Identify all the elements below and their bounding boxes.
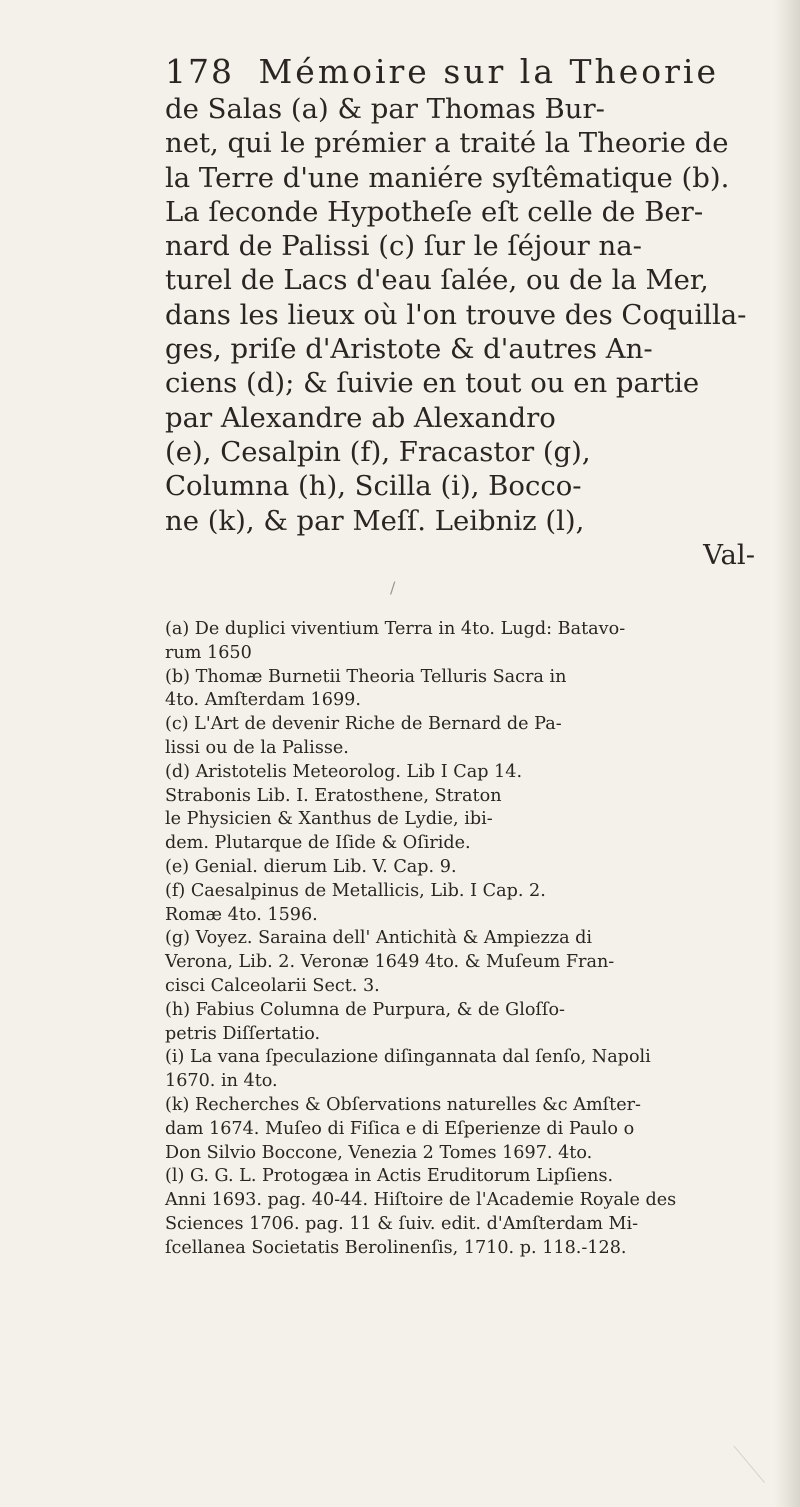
main-text — [165, 92, 780, 572]
footnote-line: (d) Aristotelis Meteorolog. Lib I Cap 14. — [165, 761, 523, 782]
body-line: ciens (d); & ſuivie en tout ou en partie — [165, 367, 700, 400]
page-number: 178 — [165, 52, 234, 91]
body-line: Columna (h), Scilla (i), Bocco- — [165, 470, 582, 503]
footnote-line: (h) Fabius Columna de Purpura, & de Gloſſo- — [165, 999, 565, 1020]
footnote-line: Strabonis Lib. I. Eratosthene, Straton — [165, 785, 502, 806]
body-line: ne (k), & par Meſſ. Leibniz (l), — [165, 504, 585, 537]
body-line: (e), Cesalpin (f), Fracastor (g), — [165, 435, 591, 468]
footnote-line: (a) De duplici viventium Terra in 4to. Lugd: Batavo- — [165, 619, 626, 639]
footnote-line: lissi ou de la Palisse. — [165, 737, 349, 758]
catchword: Val- — [703, 538, 755, 571]
body-line: turel de Lacs d'eau ſalée, ou de la Mer, — [165, 264, 709, 297]
body-line: dans les lieux où l'on trouve des Coquilla- — [165, 298, 747, 331]
footnote-line: dem. Plutarque de Iſide & Oſiride. — [165, 833, 471, 854]
footnote-line: (g) Voyez. Saraina dell' Antichità & Ampiezza di — [165, 928, 593, 949]
footnote-line: cisci Calceolarii Sect. 3. — [165, 975, 380, 996]
running-header — [165, 52, 775, 92]
footnote-line: rum 1650 — [165, 642, 252, 663]
footnote-line: Don Silvio Boccone, Venezia 2 Tomes 1697. 4to. — [165, 1142, 593, 1163]
footnote-line: (i) La vana ſpeculazione diſingannata dal ſenſo, Napoli — [165, 1047, 651, 1068]
body-line: nard de Palissi (c) ſur le ſéjour na- — [165, 230, 642, 263]
footnote-line: (k) Recherches & Obſervations naturelles &c Amſter- — [165, 1094, 641, 1115]
footnote-line: petris Diſſertatio. — [165, 1023, 321, 1044]
footnote-line: Verona, Lib. 2. Veronæ 1649 4to. & Muſeum Fran- — [165, 952, 615, 973]
footnote-line: Sciences 1706. pag. 11 & ſuiv. edit. d'Amſterdam Mi- — [165, 1213, 639, 1234]
running-head-title: Mémoire sur la Theorie — [258, 52, 720, 91]
footnote-line: (l) G. G. L. Protogæa in Actis Eruditorum Lipſiens. — [165, 1166, 614, 1187]
footnote-line: 4to. Amſterdam 1699. — [165, 690, 361, 711]
footnote-line: 1670. in 4to. — [165, 1071, 278, 1092]
footnote-line: le Physicien & Xanthus de Lydie, ibi- — [165, 809, 493, 830]
body-line: la Terre d'une maniére syſtêmatique (b). — [165, 161, 730, 194]
footnote-line: (b) Thomæ Burnetii Theoria Telluris Sacra in — [165, 666, 567, 687]
footnote-line: (e) Genial. dierum Lib. V. Cap. 9. — [165, 856, 457, 877]
footnotes — [165, 618, 785, 1261]
body-line: par Alexandre ab Alexandro — [165, 401, 556, 434]
footnote-line: dam 1674. Muſeo di Fiſica e di Eſperienze di Paulo o — [165, 1118, 635, 1139]
footnote-line: Anni 1693. pag. 40-44. Hiſtoire de l'Academie Royale des — [165, 1190, 677, 1211]
body-line: de Salas (a) & par Thomas Bur- — [165, 93, 605, 125]
footnote-line: ſcellanea Societatis Berolinenſis, 1710. p. 118.-128. — [165, 1237, 627, 1258]
body-line: La ſeconde Hypotheſe eſt celle de Ber- — [165, 195, 704, 228]
footnote-line: Romæ 4to. 1596. — [165, 904, 318, 925]
footnote-line: (c) L'Art de devenir Riche de Bernard de Pa- — [165, 714, 562, 735]
body-line: ges, priſe d'Aristote & d'autres An- — [165, 333, 653, 366]
body-line: net, qui le prémier a traité la Theorie de — [165, 127, 729, 160]
separator-mark: / — [390, 578, 396, 597]
footnote-line: (f) Caesalpinus de Metallicis, Lib. I Cap. 2. — [165, 880, 546, 901]
